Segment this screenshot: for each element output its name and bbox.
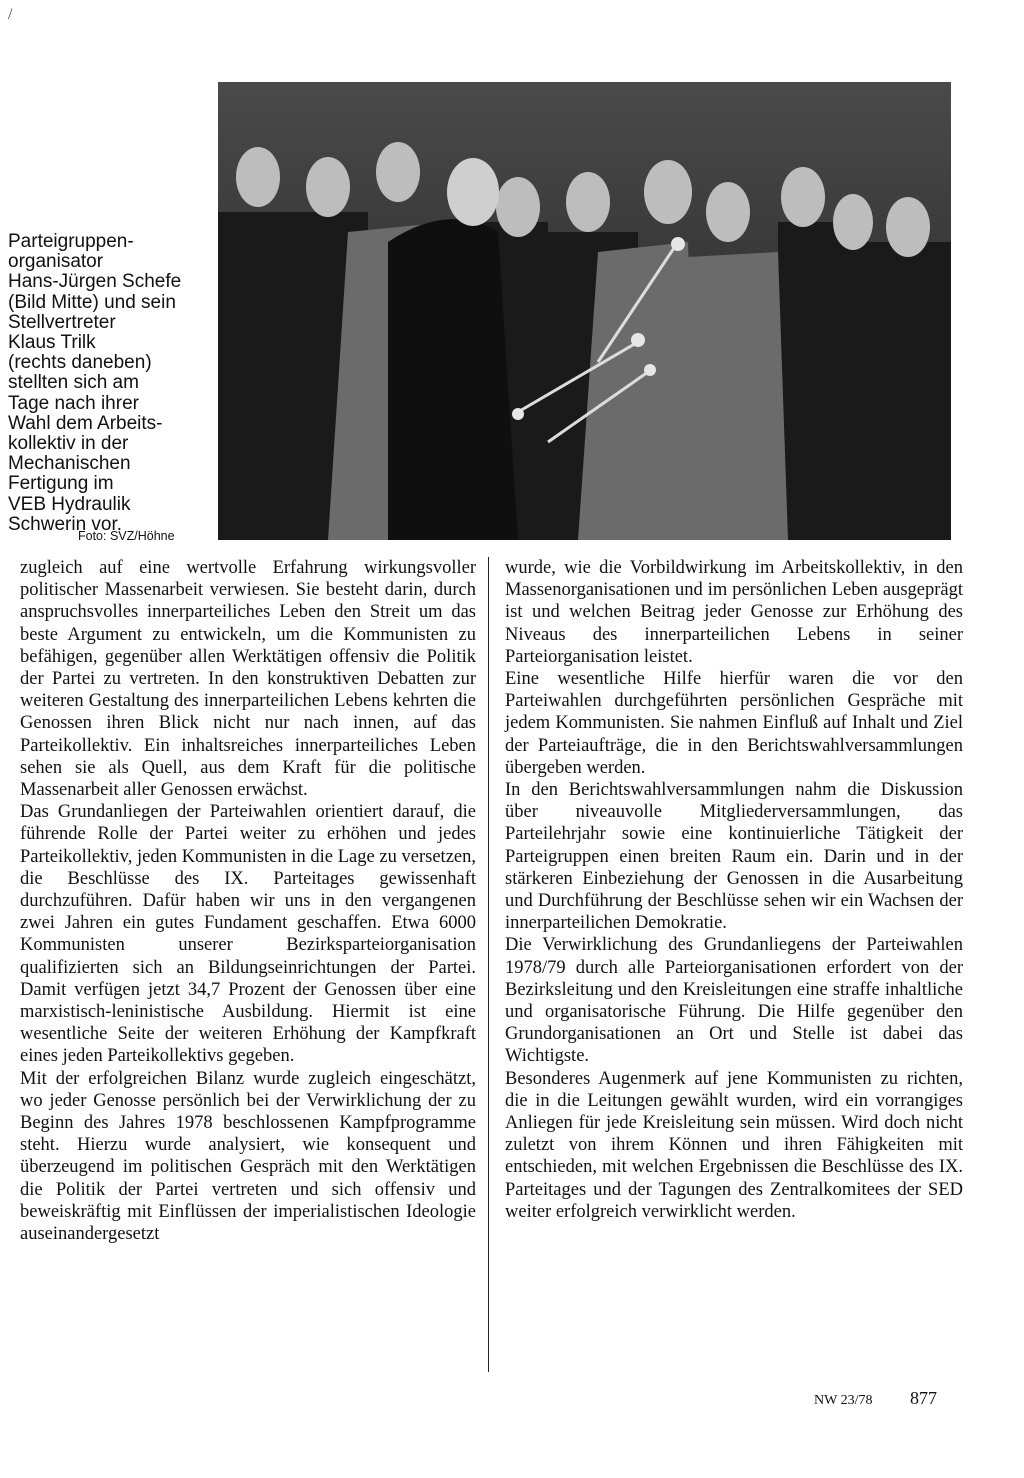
article-column-right — [505, 557, 963, 1223]
caption-line: Tage nach ihrer — [8, 392, 139, 414]
photo-caption — [8, 232, 213, 535]
group-photo — [218, 82, 951, 540]
caption-line: Fertigung im — [8, 473, 114, 495]
caption-line: organisator — [8, 251, 104, 273]
caption-line: (Bild Mitte) und sein — [8, 291, 176, 313]
caption-line: stellten sich am — [8, 372, 139, 394]
caption-line: Stellvertreter — [8, 311, 116, 333]
article-column-left — [20, 557, 476, 1245]
page-number: 877 — [910, 1388, 937, 1408]
paragraph: Mit der erfolgreichen Bilanz wurde zugleich eingeschätzt, wo jeder Genosse persönlich bei der Verwirklichung der zu Beginn des Jahres 1978 beschlossenen Kampfprogramme steht. Hierzu wurde analysiert, wie konsequent und überzeugend im politischen Gespräch mit den Werktätigen die Politik der Partei vertreten und sich offensiv und beweiskräftig mit Einflüssen der imperialistischen Ideologie auseinandergesetzt — [20, 1068, 476, 1245]
caption-line: VEB Hydraulik — [8, 493, 131, 515]
caption-line: kollektiv in der — [8, 433, 129, 455]
paragraph: Die Verwirklichung des Grundanliegens der Parteiwahlen 1978/79 durch alle Parteiorganisationen erfordert von der Bezirksleitung und den Kreisleitungen eine straffe inhaltliche und organisatorische Führung. Die Hilfe gegenüber den Grundorganisationen an Ort und Stelle ist dabei das Wichtigste. — [505, 935, 963, 1067]
caption-line: Hans-Jürgen Schefe — [8, 271, 182, 293]
photo-illustration — [218, 82, 951, 540]
paragraph: In den Berichtswahlversammlungen nahm die Diskussion über niveauvolle Mitgliederversammlungen, das Parteilehrjahr sowie eine kontinuierliche Tätigkeit der Parteigruppen einen breiten Raum ein. Darin und in der stärkeren Einbeziehung der Genossen in die Ausarbeitung und Durchführung der Beschlüsse sehen wir ein Wachsen der innerparteilichen Demokratie. — [505, 780, 963, 934]
column-divider — [488, 557, 489, 1372]
caption-line: Schwerin vor. — [8, 513, 123, 535]
paragraph: Das Grundanliegen der Parteiwahlen orientiert darauf, die führende Rolle der Partei weiter zu erhöhen und jedes Parteikollektiv, jeden Kommunisten in die Lage zu versetzen, die Beschlüsse des IX. Parteitages gewissenhaft durchzuführen. Dafür haben wir uns in den vergangenen zwei Jahren ein gutes Fundament geschaffen. Etwa 6000 Kommunisten unserer Bezirksparteiorganisation qualifizierten sich an Bildungseinrichtungen der Partei. Damit verfügen jetzt 34,7 Prozent der Genossen über eine marxistisch-leninistische Ausbildung. Hiermit ist eine wesentliche Seite der weiteren Erhöhung der Kampfkraft eines jeden Parteikollektivs gegeben. — [20, 802, 476, 1067]
paragraph: zugleich auf eine wertvolle Erfahrung wirkungsvoller politischer Massenarbeit verwiesen. Sie besteht darin, durch anspruchsvolles innerparteiliches Leben den Streit um das beste Argument zu entwickeln, um die Kommunisten zu befähigen, gegenüber allen Werktätigen offensiv die Politik der Partei zu vertreten. In den konstruktiven Debatten zur weiteren Gestaltung des innerparteilichen Lebens kehrten die Genossen ihren Blick nicht nur nach innen, auf das Parteikollektiv. Ein inhaltsreiches innerparteiliches Leben sehen sie als Quell, aus dem Kraft für die politische Massenarbeit aller Genossen erwächst. — [20, 558, 476, 801]
paragraph: wurde, wie die Vorbildwirkung im Arbeitskollektiv, in den Massenorganisationen und im persönlichen Leben ausgeprägt ist und welchen Beitrag jeder Genosse zur Erhöhung des Niveaus des innerparteilichen Lebens in seiner Parteiorganisation leistet. — [505, 558, 963, 667]
issue-number: NW 23/78 — [814, 1393, 873, 1408]
caption-line: Mechanischen — [8, 453, 131, 475]
paragraph: Eine wesentliche Hilfe hierfür waren die vor den Parteiwahlen durchgeführten persönlichen Gespräche mit jedem Kommunisten. Sie nahmen Einfluß auf Inhalt und Ziel der Parteiaufträge, die in den Berichtswahlversammlungen übergeben werden. — [505, 669, 963, 778]
paragraph: Besonderes Augenmerk auf jene Kommunisten zu richten, die in die Leitungen gewählt wurden, wird ein vorrangiges Anliegen für jede Kreisleitung sein müssen. Wird doch nicht zuletzt von ihrem Können und ihren Fähigkeiten mit entschieden, mit welchen Ergebnissen die Beschlüsse des IX. Parteitages und der Tagungen des Zentralkomitees der SED weiter erfolgreich verwirklicht werden. — [505, 1068, 963, 1222]
caption-line: (rechts daneben) — [8, 352, 152, 374]
corner-mark: / — [8, 6, 13, 23]
caption-line: Parteigruppen- — [8, 231, 134, 252]
caption-line: Klaus Trilk — [8, 332, 96, 354]
caption-line: Wahl dem Arbeits- — [8, 412, 163, 434]
photo-credit: Foto: SVZ/Höhne — [78, 529, 175, 543]
